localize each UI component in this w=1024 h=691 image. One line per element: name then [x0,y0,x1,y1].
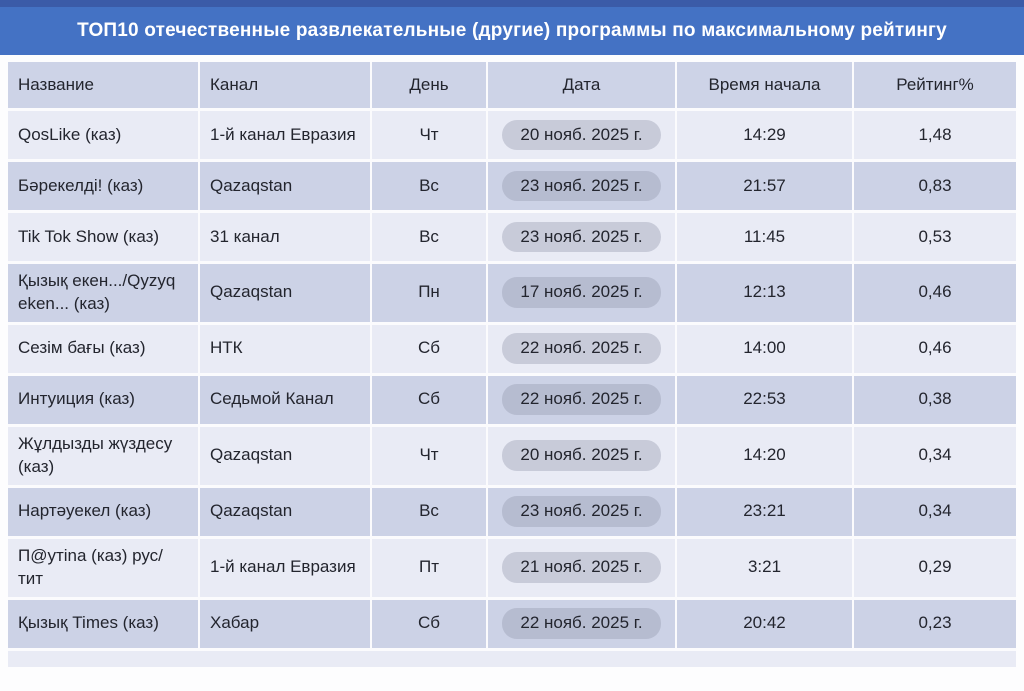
date-badge: 22 нояб. 2025 г. [502,333,660,364]
date-cell [488,600,677,651]
date-cell [488,427,677,488]
day-cell: Сб [372,600,488,651]
day-cell: Пт [372,539,488,600]
start-time-cell: 20:42 [677,600,854,651]
day-cell: Вс [372,488,488,539]
column-header-channel: Канал [200,62,372,111]
column-header-date: Дата [488,62,677,111]
table-row [8,325,1016,376]
start-time-cell: 3:21 [677,539,854,600]
program-name-cell: Қызық Times (каз) [8,600,200,651]
table-row [8,539,1016,600]
rating-cell: 0,34 [854,488,1016,539]
table-row [8,264,1016,325]
day-cell: Пн [372,264,488,325]
rating-cell: 1,48 [854,111,1016,162]
date-cell [488,264,677,325]
column-header-day: День [372,62,488,111]
table-row [8,600,1016,651]
day-cell: Сб [372,325,488,376]
program-name-cell: Қызық екен.../Qyzyq eken... (каз) [8,264,200,325]
day-cell: Чт [372,427,488,488]
rating-cell: 0,46 [854,325,1016,376]
table-row [8,427,1016,488]
date-badge: 23 нояб. 2025 г. [502,496,660,527]
rating-cell: 0,83 [854,162,1016,213]
rating-cell: 0,53 [854,213,1016,264]
channel-cell: Qazaqstan [200,427,372,488]
channel-cell: 1-й канал Евразия [200,111,372,162]
date-badge: 21 нояб. 2025 г. [502,552,660,583]
start-time-cell: 14:00 [677,325,854,376]
column-header-name: Название [8,62,200,111]
rating-cell: 0,29 [854,539,1016,600]
channel-cell: Qazaqstan [200,162,372,213]
rating-cell: 0,46 [854,264,1016,325]
table-row [8,376,1016,427]
date-cell [488,488,677,539]
day-cell: Вс [372,162,488,213]
channel-cell: НТК [200,325,372,376]
program-name-cell: Сезім бағы (каз) [8,325,200,376]
ratings-table [8,62,1016,667]
day-cell: Сб [372,376,488,427]
start-time-cell: 22:53 [677,376,854,427]
program-name-cell: П@утina (каз) рус/тит [8,539,200,600]
date-cell [488,213,677,264]
date-cell [488,111,677,162]
table-row [8,488,1016,539]
title-bar-top-edge [0,0,1024,7]
channel-cell: Хабар [200,600,372,651]
rating-cell: 0,23 [854,600,1016,651]
rating-cell: 0,38 [854,376,1016,427]
start-time-cell: 23:21 [677,488,854,539]
date-cell [488,539,677,600]
day-cell: Чт [372,111,488,162]
date-badge: 23 нояб. 2025 г. [502,222,660,253]
table-header-row [8,62,1016,111]
program-name-cell: Бәрекелді! (каз) [8,162,200,213]
table-row [8,111,1016,162]
start-time-cell: 12:13 [677,264,854,325]
program-name-cell: QosLike (каз) [8,111,200,162]
program-name-cell: Жұлдызды жүздесу (каз) [8,427,200,488]
channel-cell: Седьмой Канал [200,376,372,427]
program-name-cell: Нартәуекел (каз) [8,488,200,539]
column-header-rating: Рейтинг% [854,62,1016,111]
start-time-cell: 14:20 [677,427,854,488]
date-badge: 20 нояб. 2025 г. [502,440,660,471]
date-badge: 22 нояб. 2025 г. [502,384,660,415]
ratings-table-container [8,62,1016,667]
channel-cell: 1-й канал Евразия [200,539,372,600]
rating-cell: 0,34 [854,427,1016,488]
date-cell [488,325,677,376]
start-time-cell: 11:45 [677,213,854,264]
channel-cell: Qazaqstan [200,488,372,539]
date-badge: 20 нояб. 2025 г. [502,120,660,151]
date-badge: 17 нояб. 2025 г. [502,277,660,308]
date-badge: 23 нояб. 2025 г. [502,171,660,202]
date-cell [488,376,677,427]
date-badge: 22 нояб. 2025 г. [502,608,660,639]
start-time-cell: 14:29 [677,111,854,162]
channel-cell: Qazaqstan [200,264,372,325]
day-cell: Вс [372,213,488,264]
channel-cell: 31 канал [200,213,372,264]
clipped-next-row [8,651,1016,667]
table-title: ТОП10 отечественные развлекательные (другие) программы по максимальному рейтингу [0,7,1024,55]
program-name-cell: Интуиция (каз) [8,376,200,427]
program-name-cell: Tik Tok Show (каз) [8,213,200,264]
table-row [8,162,1016,213]
date-cell [488,162,677,213]
column-header-start-time: Время начала [677,62,854,111]
start-time-cell: 21:57 [677,162,854,213]
table-row [8,213,1016,264]
